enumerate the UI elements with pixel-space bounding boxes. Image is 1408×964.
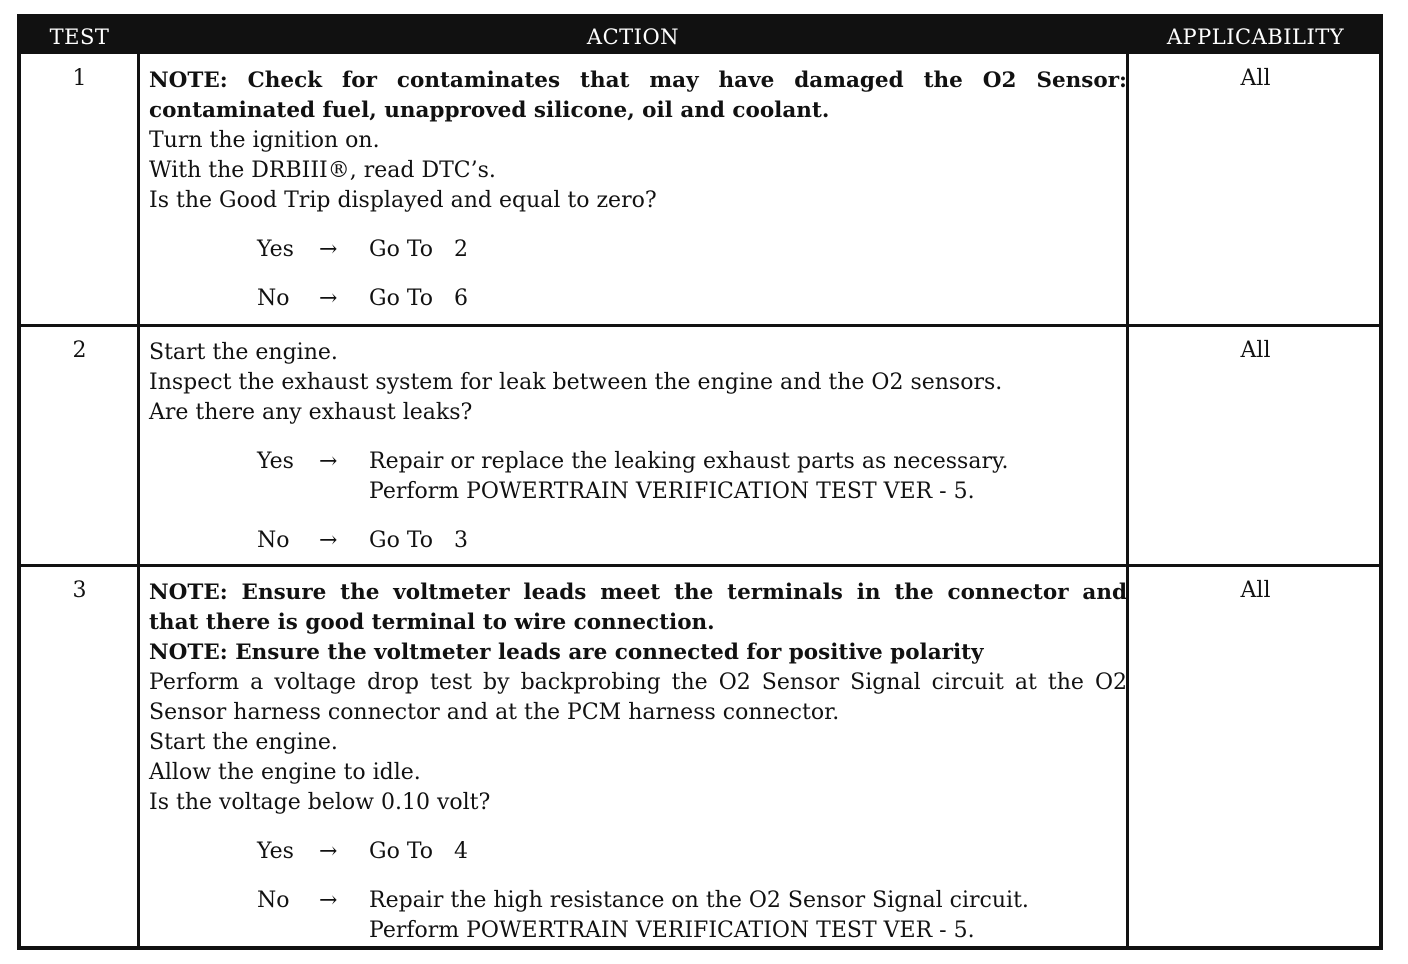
applicability-1: All — [1240, 66, 1271, 91]
no-result — [369, 886, 1029, 946]
row-divider — [21, 564, 1379, 567]
test-number-1: 1 — [72, 66, 87, 91]
note-line: NOTE: Ensure the voltmeter leads are connected for positive polarity — [149, 640, 984, 665]
no-result-line: Repair the high resistance on the O2 Sensor Signal circuit. — [369, 888, 1029, 913]
action-line: Start the engine. — [149, 340, 338, 365]
action-line: Sensor harness connector and at the PCM harness connector. — [149, 700, 840, 725]
no-result: Go To 6 — [369, 286, 468, 311]
column-divider — [137, 54, 140, 946]
note-line: NOTE: Ensure the voltmeter leads meet the terminals in the connector and — [149, 580, 1127, 605]
action-cell-1 — [149, 66, 1127, 314]
test-number-3: 3 — [72, 578, 87, 603]
header-test: TEST — [49, 25, 110, 49]
test-number-2: 2 — [72, 338, 87, 363]
yes-label: Yes — [257, 237, 294, 262]
diagnostic-test-table — [17, 14, 1383, 950]
arrow-right-icon: → — [319, 286, 338, 311]
yes-result-line: Perform POWERTRAIN VERIFICATION TEST VER - 5. — [369, 479, 975, 504]
table-header — [21, 18, 1379, 54]
yes-branch — [149, 235, 1127, 265]
yes-result: Go To 2 — [369, 237, 468, 262]
action-line: Allow the engine to idle. — [149, 760, 421, 785]
no-branch — [149, 526, 1127, 556]
action-cell-3 — [149, 578, 1127, 946]
yes-label: Yes — [257, 839, 294, 864]
action-line: Inspect the exhaust system for leak between the engine and the O2 sensors. — [149, 370, 1003, 395]
action-line: Are there any exhaust leaks? — [149, 400, 473, 425]
action-line: Start the engine. — [149, 730, 338, 755]
action-cell-2 — [149, 338, 1127, 556]
note-line: contaminated fuel, unapproved silicone, oil and coolant. — [149, 98, 830, 123]
no-result-line: Perform POWERTRAIN VERIFICATION TEST VER - 5. — [369, 918, 975, 943]
yes-label: Yes — [257, 449, 294, 474]
yes-branch — [149, 447, 1127, 507]
yes-result: Go To 4 — [369, 839, 468, 864]
no-branch — [149, 886, 1127, 946]
yes-branch — [149, 837, 1127, 867]
yes-result — [369, 447, 1008, 507]
arrow-right-icon: → — [319, 449, 338, 474]
arrow-right-icon: → — [319, 839, 338, 864]
action-line: With the DRBIII®, read DTC’s. — [149, 158, 496, 183]
applicability-2: All — [1240, 338, 1271, 363]
header-applicability: APPLICABILITY — [1166, 25, 1345, 49]
note-line: NOTE: Check for contaminates that may have damaged the O2 Sensor: — [149, 68, 1127, 93]
row-divider — [21, 324, 1379, 327]
action-line: Is the Good Trip displayed and equal to zero? — [149, 188, 657, 213]
no-branch — [149, 284, 1127, 314]
no-label: No — [257, 286, 290, 311]
action-line: Perform a voltage drop test by backprobing the O2 Sensor Signal circuit at the O2 — [149, 670, 1127, 695]
applicability-3: All — [1240, 578, 1271, 603]
no-label: No — [257, 528, 290, 553]
no-result: Go To 3 — [369, 528, 468, 553]
no-label: No — [257, 888, 290, 913]
arrow-right-icon: → — [319, 528, 338, 553]
header-action: ACTION — [586, 25, 680, 49]
arrow-right-icon: → — [319, 888, 338, 913]
arrow-right-icon: → — [319, 237, 338, 262]
note-line: that there is good terminal to wire connection. — [149, 610, 715, 635]
action-line: Turn the ignition on. — [149, 128, 380, 153]
action-line: Is the voltage below 0.10 volt? — [149, 790, 491, 815]
yes-result-line: Repair or replace the leaking exhaust parts as necessary. — [369, 449, 1009, 474]
